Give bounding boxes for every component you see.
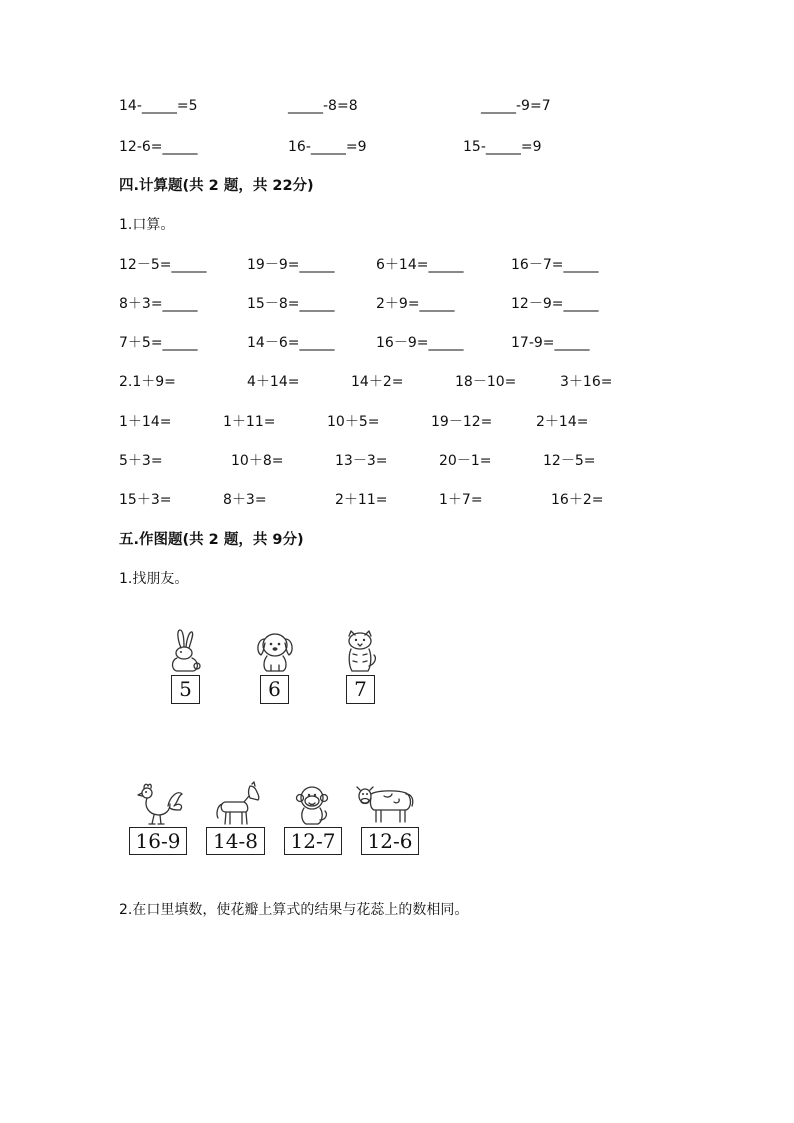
mental-math-problem: 12－9=_____ bbox=[511, 296, 599, 312]
fill-problem: 16-_____=9 bbox=[288, 139, 367, 155]
horse-icon bbox=[214, 780, 264, 828]
expression-box: 12-6 bbox=[361, 827, 419, 855]
calc-problem: 15＋3= bbox=[119, 492, 172, 508]
monkey-icon bbox=[290, 780, 334, 828]
calc-problem: 1＋11= bbox=[223, 414, 276, 430]
puppy-icon bbox=[253, 628, 297, 674]
calc-problem: 2＋11= bbox=[335, 492, 388, 508]
calc-problem: 20－1= bbox=[439, 453, 492, 469]
mental-math-problem: 7＋5=_____ bbox=[119, 335, 198, 351]
fill-problem: _____-8=8 bbox=[288, 98, 358, 114]
expression-box: 16-9 bbox=[129, 827, 187, 855]
calc-problem: 14＋2= bbox=[351, 374, 404, 390]
question-title: 2.在口里填数，使花瓣上算式的结果与花蕊上的数相同。 bbox=[119, 902, 469, 918]
question-title: 1.口算。 bbox=[119, 217, 175, 233]
calc-problem: 10＋5= bbox=[327, 414, 380, 430]
fill-problem: 14-_____=5 bbox=[119, 98, 198, 114]
mental-math-problem: 15－8=_____ bbox=[247, 296, 335, 312]
calc-problem: 13－3= bbox=[335, 453, 388, 469]
calc-problem: 8＋3= bbox=[223, 492, 267, 508]
calc-problem: 5＋3= bbox=[119, 453, 163, 469]
cow-icon bbox=[354, 780, 418, 828]
calc-problem: 16＋2= bbox=[551, 492, 604, 508]
mental-math-problem: 6＋14=_____ bbox=[376, 257, 464, 273]
number-box: 5 bbox=[171, 675, 200, 704]
number-box: 7 bbox=[346, 675, 375, 704]
calc-problem: 1＋14= bbox=[119, 414, 172, 430]
calc-problem: 1＋7= bbox=[439, 492, 483, 508]
expression-box: 12-7 bbox=[284, 827, 342, 855]
fill-problem: 12-6=_____ bbox=[119, 139, 198, 155]
calc-problem: 4＋14= bbox=[247, 374, 300, 390]
mental-math-problem: 19－9=_____ bbox=[247, 257, 335, 273]
number-box: 6 bbox=[260, 675, 289, 704]
calc-problem: 2＋14= bbox=[536, 414, 589, 430]
expression-box: 14-8 bbox=[206, 827, 265, 855]
mental-math-problem: 14－6=_____ bbox=[247, 335, 335, 351]
mental-math-problem: 2＋9=_____ bbox=[376, 296, 455, 312]
section-heading: 四.计算题(共 2 题，共 22分) bbox=[119, 178, 314, 194]
rabbit-icon bbox=[165, 628, 205, 674]
rooster-icon bbox=[134, 780, 186, 828]
fill-problem: 15-_____=9 bbox=[463, 139, 542, 155]
question-title: 1.找朋友。 bbox=[119, 571, 189, 587]
mental-math-problem: 16－7=_____ bbox=[511, 257, 599, 273]
calc-problem: 10＋8= bbox=[231, 453, 284, 469]
calc-problem: 2.1＋9= bbox=[119, 374, 176, 390]
calc-problem: 3＋16= bbox=[560, 374, 613, 390]
tiger-cub-icon bbox=[339, 628, 381, 674]
calc-problem: 12－5= bbox=[543, 453, 596, 469]
mental-math-problem: 17-9=_____ bbox=[511, 335, 590, 351]
section-heading: 五.作图题(共 2 题，共 9分) bbox=[119, 532, 304, 548]
mental-math-problem: 8＋3=_____ bbox=[119, 296, 198, 312]
fill-problem: _____-9=7 bbox=[481, 98, 551, 114]
mental-math-problem: 16－9=_____ bbox=[376, 335, 464, 351]
mental-math-problem: 12－5=_____ bbox=[119, 257, 207, 273]
calc-problem: 19－12= bbox=[431, 414, 493, 430]
calc-problem: 18－10= bbox=[455, 374, 517, 390]
